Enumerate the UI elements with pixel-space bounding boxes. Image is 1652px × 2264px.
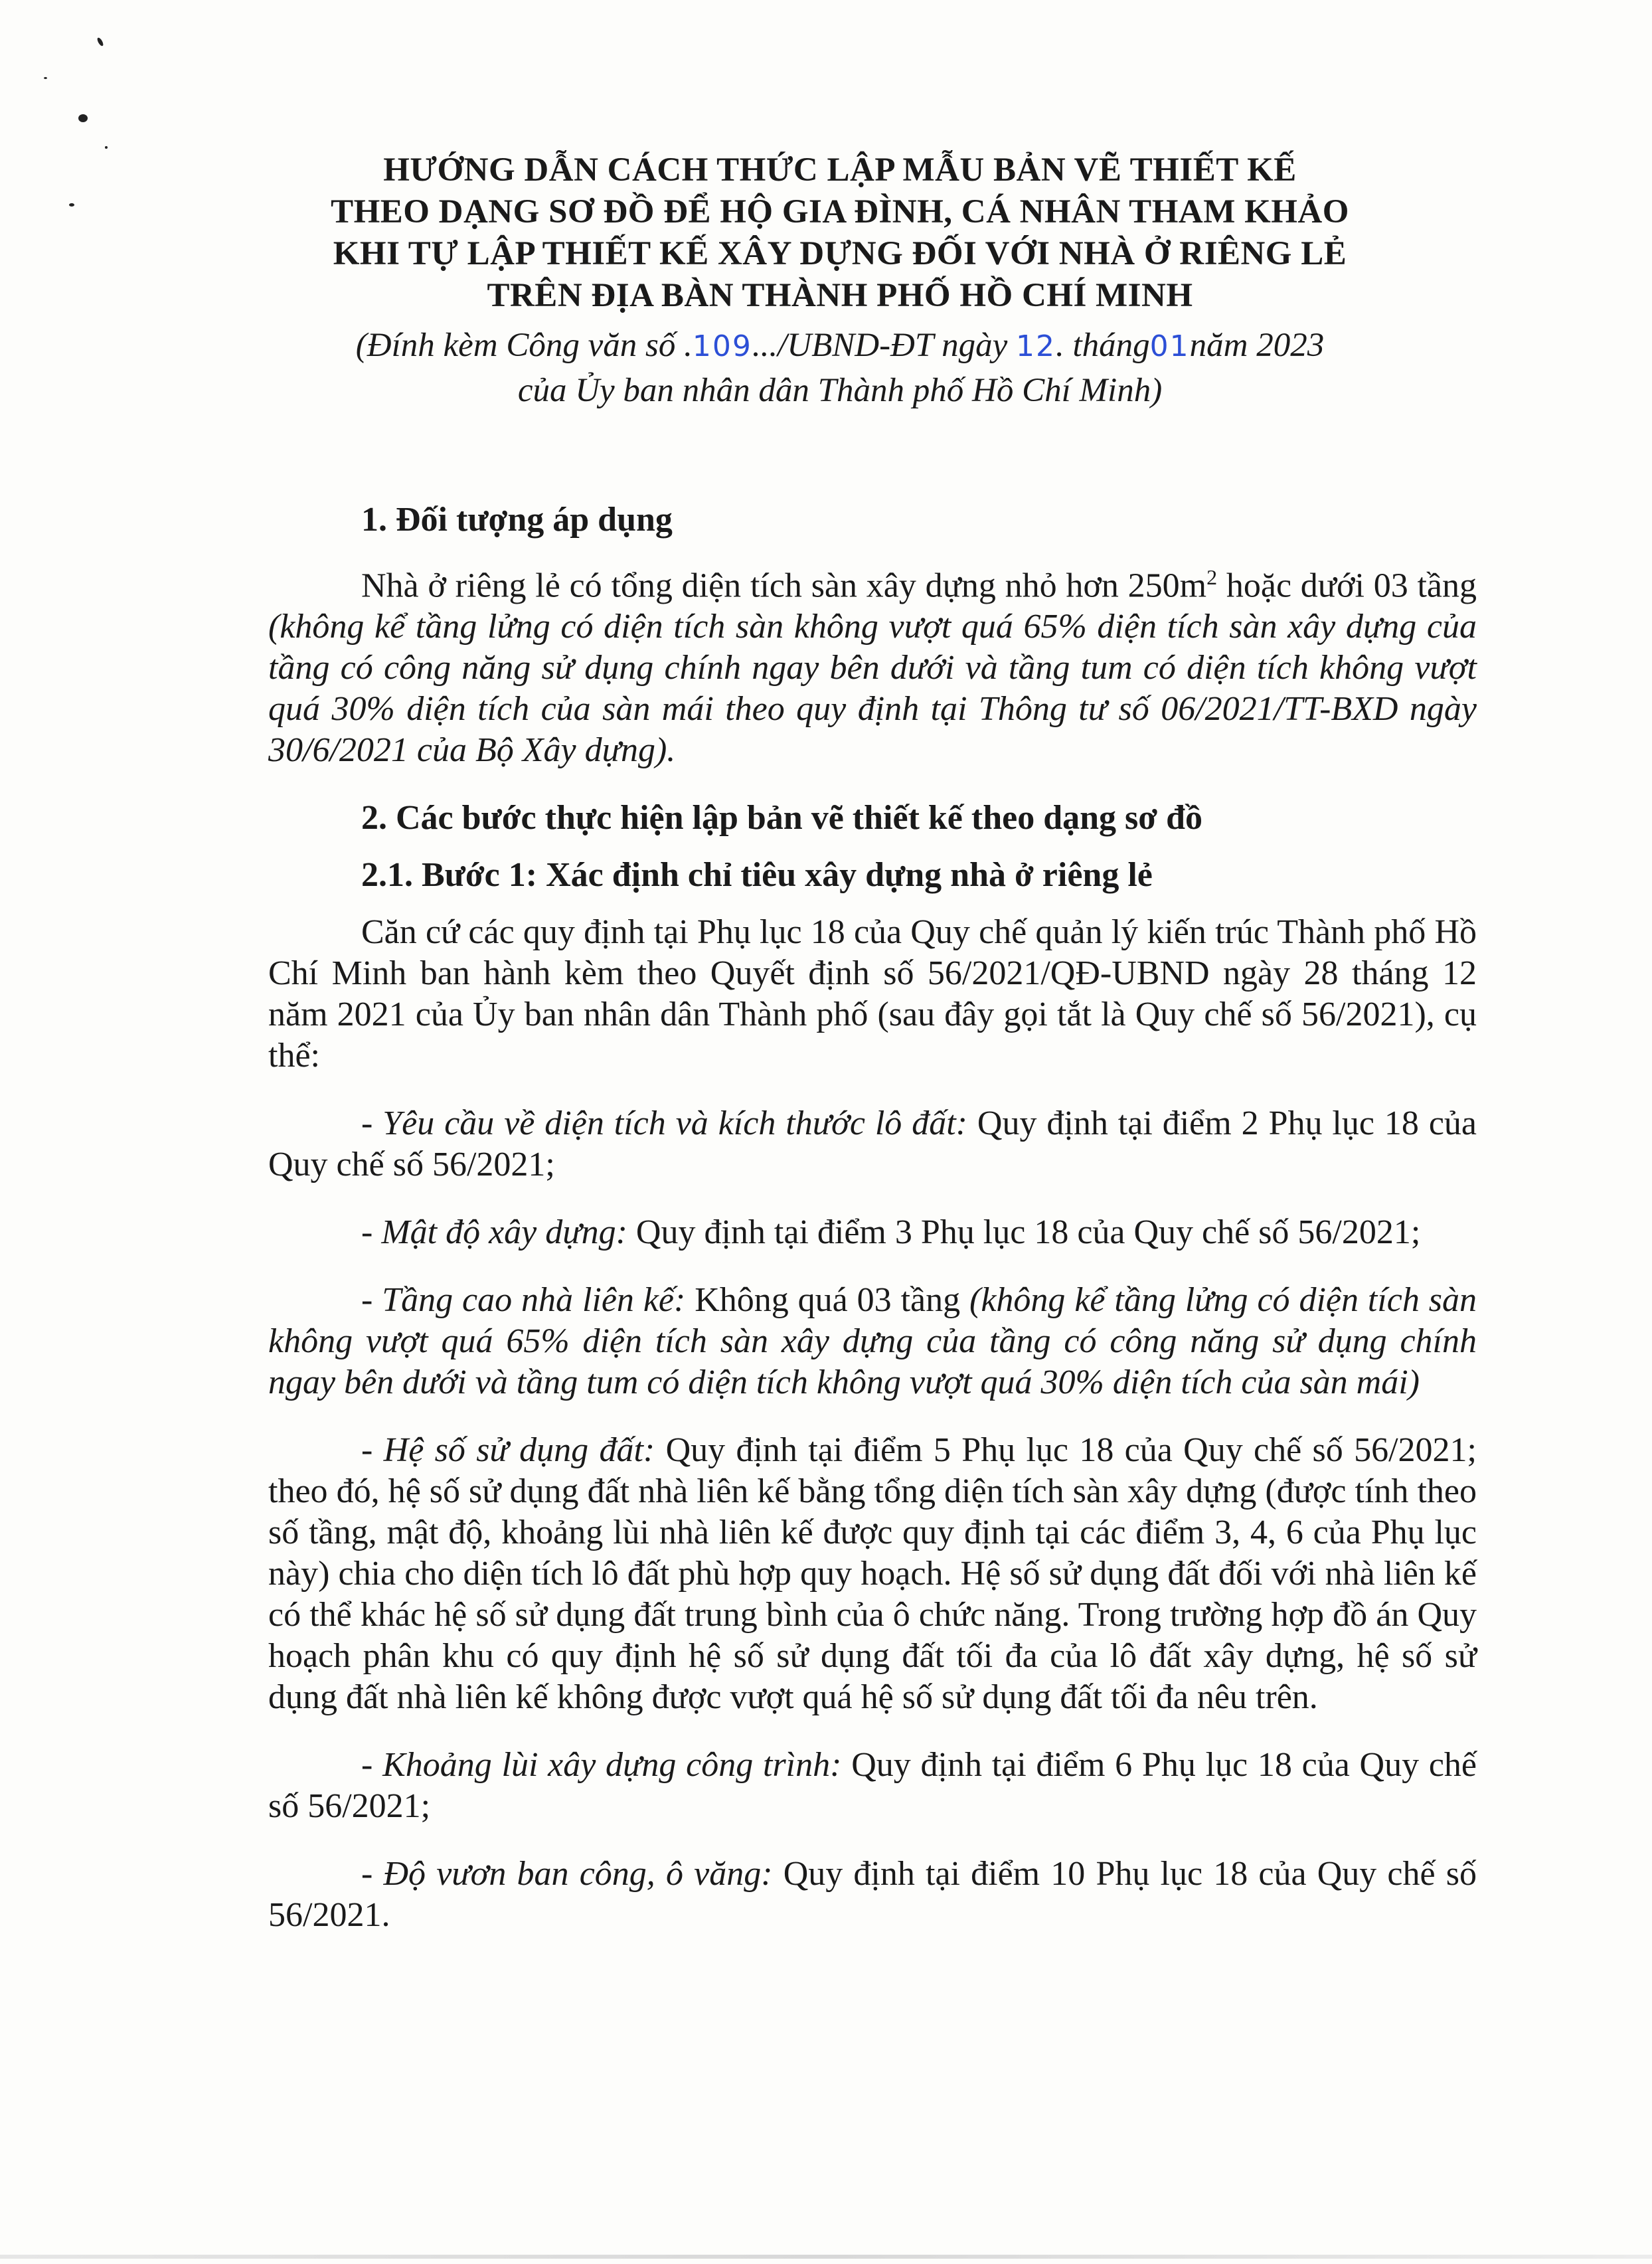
handwritten-day: 12 — [1015, 329, 1056, 363]
item-text: Không quá 03 tầng — [685, 1281, 970, 1320]
item-label: - Hệ số sử dụng đất: — [361, 1431, 655, 1470]
item-text: Quy định tại điểm 10 Phụ lục 18 của Quy chế số 56/2021. — [268, 1855, 1477, 1935]
item-label: - Tầng cao nhà liên kế: — [361, 1281, 686, 1320]
list-item — [268, 1430, 1477, 1718]
subtitle-line-2: của Ủy ban nhân dân Thành phố Hồ Chí Minh) — [517, 372, 1163, 409]
scan-speck — [44, 77, 47, 79]
subtitle-text: năm 2023 — [1189, 327, 1325, 364]
section-2-heading: 2. Các bước thực hiện lập bản vẽ thiết kế theo dạng sơ đồ — [361, 799, 1202, 837]
text-run: Nhà ở riêng lẻ có tổng diện tích sàn xây dựng nhỏ hơn 250m — [361, 566, 1207, 605]
item-label: - Yêu cầu về diện tích và kích thước lô đất: — [361, 1104, 967, 1143]
item-text: Quy định tại điểm 5 Phụ lục 18 của Quy chế số 56/2021; theo đó, hệ số sử dụng đất nhà liên kế bằng tổng diện tích sàn xây dựng (được tính theo số tầng, mật độ, khoảng lùi nhà liên kế được quy định tại các điểm 3, 4, 6 của Phụ lục này) chia cho diện tích lô đất phù hợp quy hoạch. Hệ số sử dụng đất đối với nhà liên kế có thể khác hệ số sử dụng đất trung bình của ô chức năng. Trong trường hợp đồ án Quy hoạch phân khu có quy định hệ số sử dụng đất tối đa của lô đất xây dựng, hệ số sử dụng đất nhà liên kế không được vượt quá hệ số sử dụng đất tối đa nêu trên. — [268, 1431, 1477, 1717]
handwritten-doc-number: 109 — [692, 329, 752, 363]
list-item — [268, 1280, 1477, 1403]
title-line-3: KHI TỰ LẬP THIẾT KẾ XÂY DỰNG ĐỐI VỚI NHÀ Ở RIÊNG LẺ — [333, 235, 1347, 272]
section-2-1-intro: Căn cứ các quy định tại Phụ lục 18 của Quy chế quản lý kiến trúc Thành phố Hồ Chí Minh ban hành kèm theo Quyết định số 56/2021/QĐ-UBND ngày 28 tháng 12 năm 2021 của Ủy ban nhân dân Thành phố (sau đây gọi tắt là Quy chế số 56/2021), cụ thể: — [268, 913, 1477, 1075]
superscript: 2 — [1206, 565, 1218, 589]
scan-speck — [105, 146, 108, 149]
scan-speck — [78, 114, 88, 122]
section-2-1-heading: 2.1. Bước 1: Xác định chỉ tiêu xây dựng nhà ở riêng lẻ — [361, 856, 1153, 895]
title-line-2: THEO DẠNG SƠ ĐỒ ĐỂ HỘ GIA ĐÌNH, CÁ NHÂN THAM KHẢO — [331, 193, 1349, 230]
item-text: Quy định tại điểm 3 Phụ lục 18 của Quy chế số 56/2021; — [627, 1213, 1421, 1252]
text-run: hoặc dưới 03 tầng — [1217, 566, 1477, 605]
italic-note: (không kể tầng lửng có diện tích sàn không vượt quá 65% diện tích sàn xây dựng của tầng có công năng sử dụng chính ngay bên dưới và tầng tum có diện tích không vượt quá 30% diện tích của sàn mái theo quy định tại Thông tư số 06/2021/TT-BXD ngày 30/6/2021 của Bộ Xây dựng). — [268, 608, 1477, 770]
item-label: - Khoảng lùi xây dựng công trình: — [361, 1746, 842, 1785]
title-line-4: TRÊN ĐỊA BÀN THÀNH PHỐ HỒ CHÍ MINH — [487, 277, 1193, 314]
subtitle-text: (Đính kèm Công văn số . — [355, 327, 693, 364]
item-italic-note: (không kể tầng lửng có diện tích sàn không vượt quá 65% diện tích sàn xây dựng của tầng có công năng sử dụng chính ngay bên dưới và tầng tum có diện tích không vượt quá 30% diện tích của sàn mái) — [268, 1281, 1477, 1402]
handwritten-month: 01 — [1149, 329, 1190, 363]
scan-speck — [96, 37, 104, 46]
document-title — [199, 149, 1481, 317]
list-item — [268, 1212, 1477, 1253]
scan-edge — [0, 2255, 1652, 2259]
subtitle-text: . tháng — [1055, 327, 1150, 364]
section-1-text — [268, 557, 1477, 771]
item-text: Quy định tại điểm 6 Phụ lục 18 của Quy chế số 56/2021; — [268, 1746, 1477, 1826]
item-label: - Độ vươn ban công, ô văng: — [361, 1855, 773, 1893]
document-subtitle — [199, 323, 1481, 412]
subtitle-line-1 — [199, 323, 1481, 369]
scan-speck — [69, 203, 74, 207]
list-item — [268, 1103, 1477, 1185]
list-item — [268, 1745, 1477, 1827]
document-body — [268, 499, 1477, 1953]
section-1-heading: 1. Đối tượng áp dụng — [361, 501, 673, 539]
subtitle-text: .../UBND-ĐT ngày — [752, 327, 1016, 364]
item-label: - Mật độ xây dựng: — [361, 1213, 627, 1252]
list-item — [268, 1854, 1477, 1936]
item-text: Quy định tại điểm 2 Phụ lục 18 của Quy chế số 56/2021; — [268, 1104, 1477, 1184]
title-line-1: HƯỚNG DẪN CÁCH THỨC LẬP MẪU BẢN VẼ THIẾT KẾ — [383, 151, 1297, 189]
